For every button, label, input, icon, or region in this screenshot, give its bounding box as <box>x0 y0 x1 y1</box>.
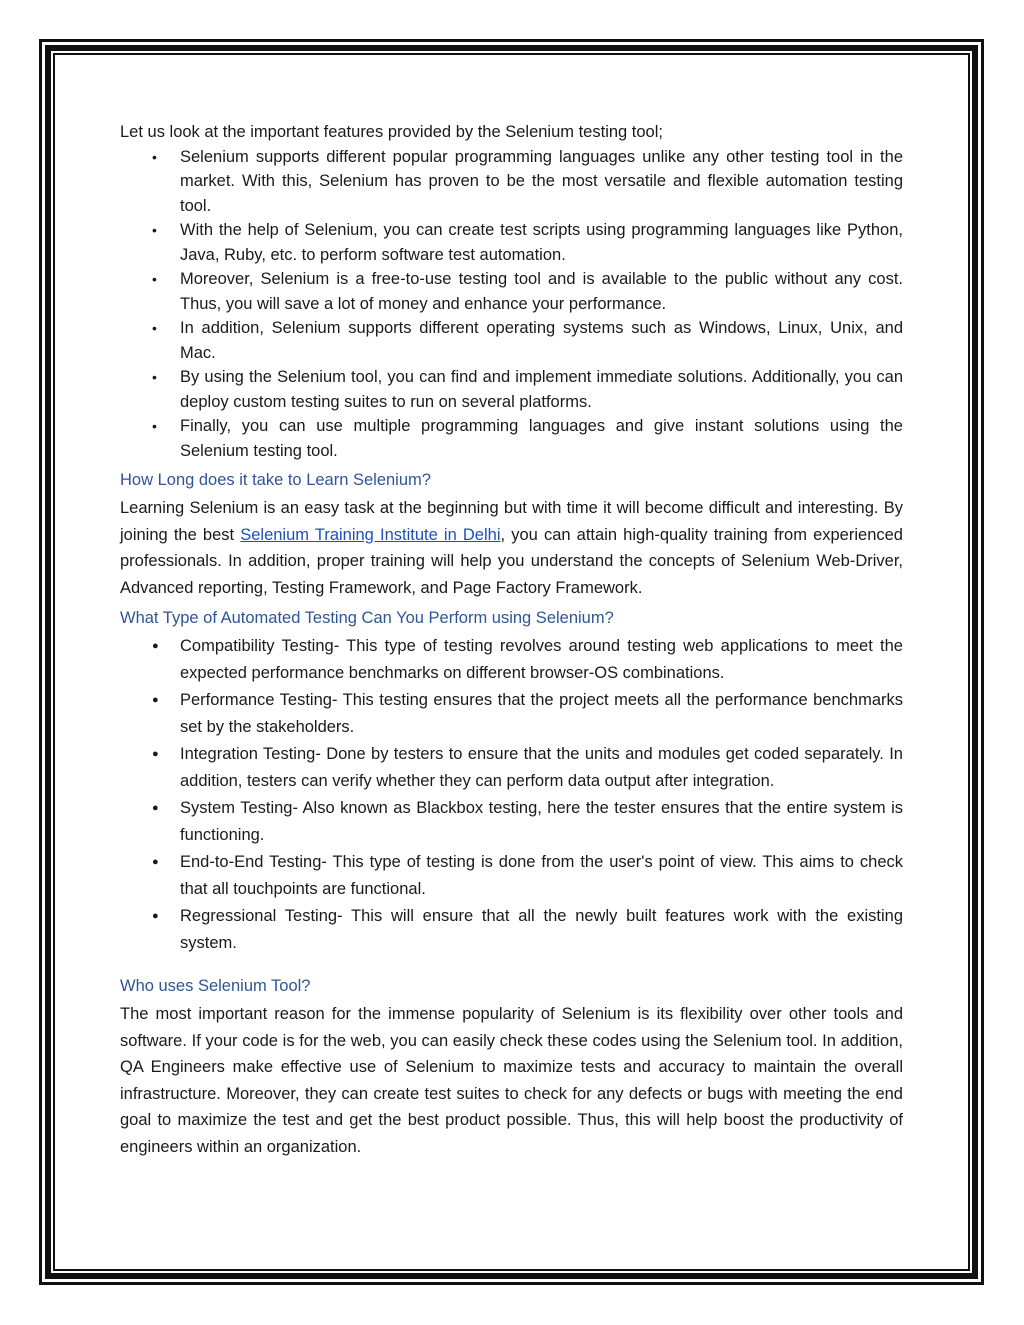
features-list <box>120 145 903 464</box>
testing-type-item: ● Performance Testing- This testing ensures that the project meets all the performance benchmarks set by the stakeholders. <box>180 687 903 740</box>
who-paragraph: The most important reason for the immense popularity of Selenium is its flexibility over other tools and software. If your code is for the web, you can easily check these codes using the Selenium tool. In addition, QA Engineers make effective use of Selenium to maximize tests and accuracy to maintain the overall infrastructure. Moreover, they can create test suites to check for any defects or bugs with meeting the end goal to maximize the test and get the best product possible. Thus, this will help boost the productivity of engineers within an organization. <box>120 1005 903 1156</box>
feature-item: • In addition, Selenium supports different operating systems such as Windows, Linux, Unix, and Mac. <box>180 316 903 365</box>
document-content <box>120 120 903 1160</box>
testing-types-list <box>120 633 903 956</box>
learn-paragraph <box>120 495 903 601</box>
intro-paragraph: Let us look at the important features provided by the Selenium testing tool; <box>120 123 663 141</box>
feature-item: • Selenium supports different popular programming languages unlike any other testing tool in the market. With this, Selenium has proven to be the most versatile and flexible automation testing tool. <box>180 145 903 219</box>
testing-type-item: ● Regressional Testing- This will ensure that all the newly built features work with the existing system. <box>180 903 903 956</box>
testing-type-item: ● System Testing- Also known as Blackbox testing, here the tester ensures that the entire system is functioning. <box>180 795 903 848</box>
feature-item: • Moreover, Selenium is a free-to-use testing tool and is available to the public without any cost. Thus, you will save a lot of money and enhance your performance. <box>180 267 903 316</box>
section-heading-types: What Type of Automated Testing Can You Perform using Selenium? <box>120 609 614 627</box>
training-institute-link[interactable]: Selenium Training Institute in Delhi <box>240 525 501 544</box>
section-heading-learn: How Long does it take to Learn Selenium? <box>120 471 431 489</box>
testing-type-item: ● Integration Testing- Done by testers to ensure that the units and modules get coded separately. In addition, testers can verify whether they can perform data output after integration. <box>180 741 903 794</box>
learn-text-after-link: , you can attain high-quality training from experienced professionals. In addition, proper training will help you understand the concepts of Selenium Web-Driver, Advanced reporting, Testing Framework, and Page Factory Framework. <box>120 525 903 597</box>
feature-item: • With the help of Selenium, you can create test scripts using programming languages like Python, Java, Ruby, etc. to perform software test automation. <box>180 218 903 267</box>
feature-item: • Finally, you can use multiple programming languages and give instant solutions using the Selenium testing tool. <box>180 414 903 463</box>
section-heading-who: Who uses Selenium Tool? <box>120 977 311 995</box>
testing-type-item: ● End-to-End Testing- This type of testing is done from the user's point of view. This aims to check that all touchpoints are functional. <box>180 849 903 902</box>
learn-text-before-link: Learning Selenium is an easy task at the beginning but with time it will become difficult and interesting. By joining the best <box>120 499 903 544</box>
feature-item: • By using the Selenium tool, you can find and implement immediate solutions. Additionally, you can deploy custom testing suites to run on several platforms. <box>180 365 903 414</box>
testing-type-item: ● Compatibility Testing- This type of testing revolves around testing web applications to meet the expected performance benchmarks on different browser-OS combinations. <box>180 633 903 686</box>
